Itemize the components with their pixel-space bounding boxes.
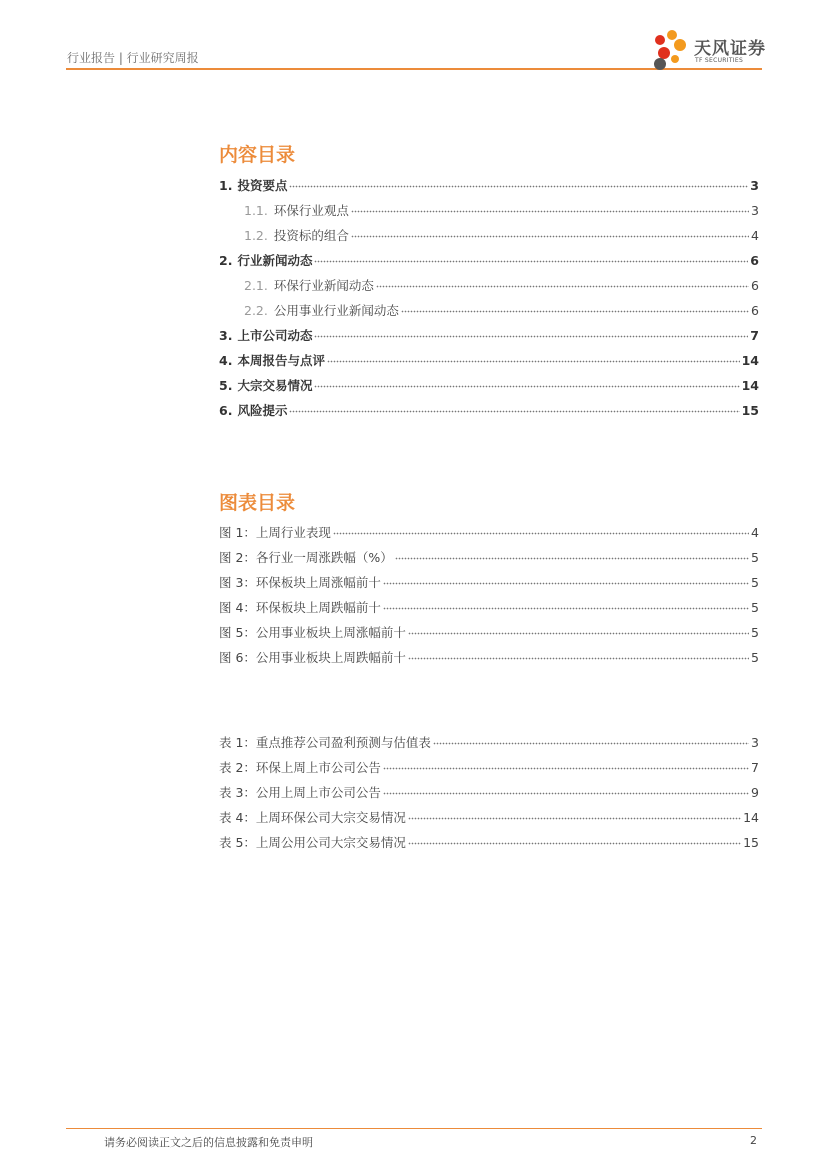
toc-entry-page: 14 (741, 378, 759, 393)
dot-leader (351, 197, 749, 215)
toc-entry-label: 公用事业行业新闻动态 (273, 303, 399, 318)
figure-entry[interactable] (219, 644, 759, 665)
toc-entry[interactable] (219, 322, 759, 343)
dot-leader (289, 172, 748, 190)
toc-entry-number: 2. (219, 253, 233, 268)
footer-divider (66, 1128, 762, 1129)
toc-entry-number: 5. (219, 378, 233, 393)
toc-entry-number: 2.1. (244, 278, 268, 293)
toc-entry-page: 4 (751, 228, 759, 243)
dot-leader (333, 519, 749, 537)
toc-entry-label: 大宗交易情况 (237, 378, 313, 393)
dot-leader (408, 804, 741, 822)
toc-entry-number: 3. (219, 328, 233, 343)
table-entry[interactable] (219, 804, 759, 825)
table-entry-page: 14 (743, 810, 759, 825)
dot-leader (351, 222, 749, 240)
toc-entry-page: 6 (750, 253, 759, 268)
toc-entry-page: 3 (750, 178, 759, 193)
toc-entry-label: 环保行业观点 (273, 203, 349, 218)
dot-leader (289, 397, 739, 415)
logo-subtitle: TF SECURITIES (695, 57, 744, 64)
dot-leader (433, 729, 749, 747)
toc-entry[interactable] (219, 372, 759, 393)
toc-entry[interactable] (244, 297, 759, 318)
toc-entry-number: 1.2. (244, 228, 268, 243)
figure-entry-label: 图 1：上周行业表现 (219, 525, 331, 540)
toc-entry-label: 投资要点 (237, 178, 288, 193)
dot-leader (408, 829, 741, 847)
company-logo (650, 28, 765, 72)
toc-entry[interactable] (219, 347, 759, 368)
dot-leader (314, 322, 748, 340)
toc-entry-page: 3 (751, 203, 759, 218)
table-entry-label: 表 3：公用上周上市公司公告 (219, 785, 381, 800)
toc-entry-label: 上市公司动态 (237, 328, 313, 343)
toc-entry-label: 风险提示 (237, 403, 288, 418)
figures-toc-title: 图表目录 (219, 492, 296, 514)
toc-entry[interactable] (244, 272, 759, 293)
figure-entry[interactable] (219, 519, 759, 540)
figure-entry-page: 5 (751, 575, 759, 590)
toc-entry-number: 1. (219, 178, 233, 193)
table-entry-label: 表 2：环保上周上市公司公告 (219, 760, 381, 775)
figure-entry-label: 图 2：各行业一周涨跌幅（%） (219, 550, 393, 565)
table-entry[interactable] (219, 779, 759, 800)
toc-entry[interactable] (244, 222, 759, 243)
toc-title: 内容目录 (219, 144, 296, 166)
dot-leader (408, 644, 749, 662)
toc-entry-label: 本周报告与点评 (237, 353, 325, 368)
figure-entry-page: 5 (751, 625, 759, 640)
figure-entry[interactable] (219, 544, 759, 565)
figure-entry[interactable] (219, 619, 759, 640)
toc-entry[interactable] (219, 247, 759, 268)
dot-leader (327, 347, 740, 365)
table-entry[interactable] (219, 729, 759, 750)
dot-leader (408, 619, 749, 637)
logo-flower-icon (650, 28, 694, 72)
table-entry-page: 9 (751, 785, 759, 800)
toc-entry[interactable] (244, 197, 759, 218)
toc-entry-page: 6 (751, 303, 759, 318)
figure-entry-label: 图 4：环保板块上周跌幅前十 (219, 600, 381, 615)
logo-name: 天风证券 (694, 39, 766, 59)
toc-entry-page: 15 (741, 403, 759, 418)
figure-entry-page: 5 (751, 650, 759, 665)
table-entry-page: 7 (751, 760, 759, 775)
table-entry-page: 3 (751, 735, 759, 750)
toc-entry-label: 行业新闻动态 (237, 253, 313, 268)
figure-entry-label: 图 5：公用事业板块上周涨幅前十 (219, 625, 406, 640)
table-entry[interactable] (219, 829, 759, 850)
figure-entry-page: 5 (751, 550, 759, 565)
page-number: 2 (750, 1134, 757, 1147)
table-entry-label: 表 1：重点推荐公司盈利预测与估值表 (219, 735, 431, 750)
dot-leader (401, 297, 749, 315)
table-entry[interactable] (219, 754, 759, 775)
toc-entry-label: 投资标的组合 (273, 228, 349, 243)
toc-entry-page: 14 (741, 353, 759, 368)
dot-leader (383, 594, 749, 612)
toc-entry-number: 4. (219, 353, 233, 368)
figure-entry-page: 5 (751, 600, 759, 615)
dot-leader (314, 372, 739, 390)
toc-entry-number: 1.1. (244, 203, 268, 218)
toc-entry-number: 6. (219, 403, 233, 418)
toc-entry[interactable] (219, 397, 759, 418)
figure-entry[interactable] (219, 594, 759, 615)
table-entry-label: 表 5：上周公用公司大宗交易情况 (219, 835, 406, 850)
table-entry-label: 表 4：上周环保公司大宗交易情况 (219, 810, 406, 825)
toc-entry-number: 2.2. (244, 303, 268, 318)
toc-entry-page: 6 (751, 278, 759, 293)
dot-leader (376, 272, 749, 290)
dot-leader (314, 247, 748, 265)
toc-entry-page: 7 (750, 328, 759, 343)
table-entry-page: 15 (743, 835, 759, 850)
dot-leader (395, 544, 749, 562)
footer-disclaimer: 请务必阅读正文之后的信息披露和免责申明 (104, 1136, 313, 1149)
figure-entry-label: 图 6：公用事业板块上周跌幅前十 (219, 650, 406, 665)
report-type-header: 行业报告 | 行业研究周报 (67, 51, 199, 65)
figure-entry-label: 图 3：环保板块上周涨幅前十 (219, 575, 381, 590)
dot-leader (383, 754, 749, 772)
toc-entry-label: 环保行业新闻动态 (273, 278, 374, 293)
toc-entry[interactable] (219, 172, 759, 193)
figure-entry[interactable] (219, 569, 759, 590)
figure-entry-page: 4 (751, 525, 759, 540)
dot-leader (383, 779, 749, 797)
dot-leader (383, 569, 749, 587)
